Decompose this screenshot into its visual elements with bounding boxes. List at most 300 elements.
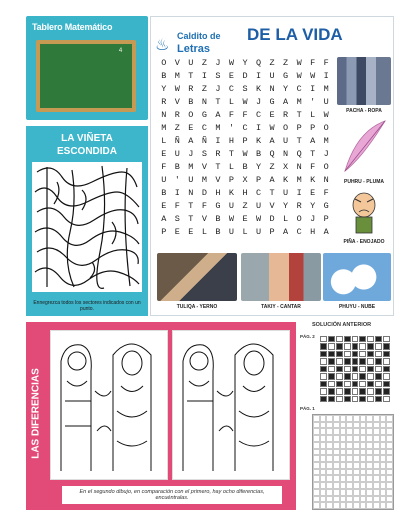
mini-grid-cell (340, 502, 347, 509)
word-search-letter[interactable]: F (310, 162, 316, 172)
mini-grid-cell (353, 502, 360, 509)
mini-grid-cell (340, 442, 347, 449)
word-search-letter[interactable]: O (188, 110, 194, 120)
word-search-letter[interactable]: L (201, 227, 207, 237)
word-search-letter[interactable]: N (323, 175, 329, 185)
crossword-cell (344, 396, 351, 402)
word-search-letter[interactable]: G (201, 110, 207, 120)
mini-grid-cell (333, 455, 340, 462)
crossword-cell (336, 396, 343, 402)
word-search-letter[interactable]: W (228, 58, 234, 68)
word-search-letter[interactable]: D (269, 214, 275, 224)
word-search-letter[interactable]: N (296, 162, 302, 172)
chalkboard-cell (86, 44, 109, 60)
word-search-letter[interactable]: P (242, 136, 248, 146)
word-search-letter[interactable]: W (242, 97, 248, 107)
word-search-letter[interactable]: E (161, 201, 167, 211)
word-search-letter[interactable]: Y (310, 201, 316, 211)
word-search-grid[interactable] (157, 57, 333, 265)
word-search-letter[interactable]: T (296, 110, 302, 120)
crossword-cell (328, 396, 335, 402)
word-search-letter[interactable]: N (283, 149, 289, 159)
word-search-letter[interactable]: V (201, 214, 207, 224)
word-search-letter[interactable]: L (310, 110, 316, 120)
word-search-letter[interactable]: M (161, 123, 167, 133)
word-search-letter[interactable]: U (174, 149, 180, 159)
mini-grid-cell (320, 435, 327, 442)
word-search-letter[interactable]: W (296, 71, 302, 81)
word-search-letter[interactable]: T (188, 201, 194, 211)
word-search-letter[interactable]: Y (283, 84, 289, 94)
clouds-photo (323, 253, 391, 301)
word-search-letter[interactable]: Y (255, 162, 262, 172)
word-search-letter[interactable]: T (228, 149, 234, 159)
mini-grid-cell (313, 469, 320, 476)
word-search-letter[interactable]: ' (228, 123, 234, 133)
word-search-letter[interactable]: A (283, 97, 289, 107)
word-search-letter[interactable]: Q (296, 149, 302, 159)
word-search-letter[interactable]: L (161, 136, 167, 146)
word-search-letter[interactable]: L (283, 214, 289, 224)
word-search-letter[interactable]: I (201, 71, 207, 81)
mini-grid-cell (346, 422, 353, 429)
crossword-cell (383, 336, 390, 342)
word-search-letter[interactable]: M (174, 71, 180, 81)
mini-grid-cell (346, 482, 353, 489)
crossword-cell (328, 351, 335, 357)
word-search-letter[interactable]: Z (174, 123, 180, 133)
mini-grid-cell (320, 496, 327, 503)
word-search-letter[interactable]: K (310, 175, 316, 185)
word-search-letter[interactable]: E (269, 110, 275, 120)
word-search-letter[interactable]: B (161, 71, 167, 81)
mini-grid-cell (380, 462, 387, 469)
word-search-letter[interactable]: P (323, 214, 329, 224)
mini-grid-cell (373, 435, 380, 442)
crossword-cell (383, 366, 390, 372)
mini-grid-cell (346, 496, 353, 503)
word-search-letter[interactable]: C (255, 110, 262, 120)
mini-grid-cell (333, 428, 340, 435)
word-search-letter[interactable]: A (323, 227, 329, 237)
word-search-letter[interactable]: ' (174, 175, 180, 185)
word-search-letter[interactable]: E (242, 214, 248, 224)
word-search-letter[interactable]: J (215, 84, 221, 94)
word-search-letter[interactable]: ' (310, 97, 316, 107)
word-search-letter[interactable]: B (255, 149, 262, 159)
word-search-letter[interactable]: T (310, 149, 316, 159)
vineta-caption: Ennegrezca todos los sectores indicados con un punto. (33, 300, 141, 312)
mini-grid-cell (326, 496, 333, 503)
word-search-letter[interactable]: Z (242, 201, 248, 211)
word-search-letter[interactable]: U (228, 227, 234, 237)
crossword-cell (344, 343, 351, 349)
mini-grid-cell (313, 442, 320, 449)
word-search-letter[interactable]: R (174, 110, 180, 120)
word-search-letter[interactable]: N (161, 110, 167, 120)
word-search-letter[interactable]: A (269, 136, 275, 146)
crossword-cell (352, 373, 359, 379)
word-search-letter[interactable]: B (161, 188, 167, 198)
word-search-letter[interactable]: W (242, 149, 248, 159)
word-search-letter[interactable]: I (255, 123, 262, 133)
word-search-letter[interactable]: G (269, 97, 275, 107)
word-search-letter[interactable]: V (174, 58, 180, 68)
word-search-letter[interactable]: C (296, 227, 302, 237)
word-search-letter[interactable]: K (228, 188, 234, 198)
pag-1-label: PÁG. 1 (300, 406, 315, 411)
word-search-letter[interactable]: R (215, 149, 221, 159)
mini-grid-cell (313, 435, 320, 442)
mini-grid-cell (360, 449, 367, 456)
mini-grid-cell (313, 415, 320, 422)
word-search-letter[interactable]: M (296, 97, 302, 107)
word-search-letter[interactable]: C (255, 188, 262, 198)
word-search-letter[interactable]: F (323, 188, 329, 198)
word-search-letter[interactable]: S (174, 214, 180, 224)
crossword-cell (375, 366, 382, 372)
word-search-letter[interactable]: J (188, 149, 194, 159)
word-search-letter[interactable]: J (255, 97, 262, 107)
word-search-letter[interactable]: A (283, 227, 289, 237)
word-search-letter[interactable]: U (161, 175, 167, 185)
word-search-letter[interactable]: W (228, 214, 234, 224)
mini-grid-cell (333, 475, 340, 482)
word-search-letter[interactable]: B (215, 214, 221, 224)
word-search-letter[interactable]: B (174, 162, 180, 172)
word-search-letter[interactable]: P (310, 123, 316, 133)
word-search-letter[interactable]: U (255, 201, 262, 211)
word-search-letter[interactable]: M (323, 136, 329, 146)
word-search-letter[interactable]: R (296, 201, 302, 211)
mini-grid-cell (380, 442, 387, 449)
word-search-letter[interactable]: E (188, 123, 194, 133)
mini-grid-cell (380, 469, 387, 476)
mini-grid-cell (340, 475, 347, 482)
mini-grid-cell (326, 489, 333, 496)
word-search-letter[interactable]: C (228, 84, 234, 94)
mini-grid-cell (386, 422, 393, 429)
word-search-letter[interactable]: F (161, 162, 167, 172)
mini-grid-cell (346, 435, 353, 442)
clue-label-puhru: PUHRU - PLUMA (344, 179, 384, 185)
mini-grid-cell (386, 449, 393, 456)
word-search-letter[interactable]: Q (255, 58, 262, 68)
mini-grid-cell (360, 428, 367, 435)
word-search-letter[interactable]: V (269, 201, 275, 211)
word-search-letter[interactable]: H (228, 136, 234, 146)
word-search-letter[interactable]: P (228, 175, 234, 185)
word-search-letter[interactable]: T (188, 71, 194, 81)
crossword-cell (359, 351, 366, 357)
crossword-cell (320, 358, 327, 364)
word-search-letter[interactable]: U (188, 58, 194, 68)
crossword-cell (328, 381, 335, 387)
word-search-letter[interactable]: Z (201, 58, 207, 68)
word-search-letter[interactable]: Q (269, 149, 275, 159)
word-search-letter[interactable]: F (228, 110, 234, 120)
mini-grid-cell (326, 455, 333, 462)
word-search-letter[interactable]: Z (269, 162, 275, 172)
mini-grid-cell (360, 482, 367, 489)
mini-grid-cell (360, 496, 367, 503)
word-search-letter[interactable]: D (201, 188, 207, 198)
crossword-cell (367, 396, 374, 402)
mini-grid-cell (373, 489, 380, 496)
word-search-letter[interactable]: G (215, 201, 221, 211)
chalkboard-cell (86, 92, 109, 108)
mini-grid-cell (313, 455, 320, 462)
word-search-letter[interactable]: M (296, 175, 302, 185)
word-search-letter[interactable]: A (269, 175, 275, 185)
word-search-letter[interactable]: O (323, 123, 329, 133)
mini-grid-cell (320, 469, 327, 476)
word-search-letter[interactable]: L (228, 162, 234, 172)
mini-grid-cell (333, 469, 340, 476)
difference-picture-2[interactable] (172, 330, 290, 480)
hidden-picture-maze[interactable] (32, 162, 142, 292)
word-search-letter[interactable]: R (188, 84, 194, 94)
word-search-letter[interactable]: E (161, 149, 167, 159)
mini-grid-cell (386, 442, 393, 449)
chalkboard (40, 44, 132, 108)
word-search-letter[interactable]: Z (269, 58, 275, 68)
word-search-letter[interactable]: T (215, 162, 221, 172)
crossword-cell (367, 381, 374, 387)
solucion-anterior-panel (300, 322, 396, 512)
word-search-letter[interactable]: W (269, 123, 275, 133)
word-search-letter[interactable]: J (215, 58, 221, 68)
word-search-letter[interactable]: Y (161, 84, 167, 94)
word-search-letter[interactable]: U (283, 136, 289, 146)
word-search-letter[interactable]: L (228, 97, 234, 107)
crossword-cell (320, 336, 327, 342)
word-search-letter[interactable]: G (323, 201, 329, 211)
word-search-letter[interactable]: E (188, 227, 194, 237)
word-search-letter[interactable]: B (215, 227, 221, 237)
word-search-letter[interactable]: V (174, 97, 180, 107)
word-search-letter[interactable]: C (296, 84, 302, 94)
crossword-cell (352, 381, 359, 387)
crossword-cell (359, 358, 366, 364)
word-search-letter[interactable]: F (174, 201, 180, 211)
word-search-letter[interactable]: C (201, 123, 207, 133)
word-search-letter[interactable]: H (242, 188, 248, 198)
word-search-letter[interactable]: J (310, 214, 316, 224)
word-search-letter[interactable]: R (161, 97, 167, 107)
word-search-letter[interactable]: Ñ (201, 136, 207, 146)
mini-grid-cell (346, 449, 353, 456)
word-search-letter[interactable]: H (215, 188, 221, 198)
mini-grid-cell (326, 462, 333, 469)
word-search-letter[interactable]: A (310, 136, 316, 146)
word-search-letter[interactable]: C (242, 123, 248, 133)
word-search-letter[interactable]: H (310, 227, 316, 237)
word-search-letter[interactable]: A (215, 110, 221, 120)
word-search-letter[interactable]: O (283, 123, 289, 133)
word-search-letter[interactable]: T (188, 214, 194, 224)
crossword-cell (344, 388, 351, 394)
word-search-letter[interactable]: K (283, 175, 289, 185)
mini-grid-cell (320, 455, 327, 462)
word-search-letter[interactable]: A (188, 136, 194, 146)
crossword-cell (320, 388, 327, 394)
word-search-letter[interactable]: P (255, 175, 262, 185)
crossword-cell (375, 336, 382, 342)
mini-grid-cell (360, 489, 367, 496)
mini-grid-cell (380, 502, 387, 509)
crossword-cell (375, 381, 382, 387)
mini-grid-cell (346, 455, 353, 462)
word-search-letter[interactable]: K (255, 136, 262, 146)
chalkboard-cell (63, 60, 86, 76)
chalkboard-cell: 4 (118, 47, 123, 54)
word-search-letter[interactable]: F (323, 58, 329, 68)
word-search-letter[interactable]: A (161, 214, 167, 224)
word-search-letter[interactable]: M (188, 162, 194, 172)
word-search-letter[interactable]: Z (201, 84, 207, 94)
word-search-letter[interactable]: I (174, 188, 180, 198)
mini-grid-cell (346, 502, 353, 509)
clue-label-tuliqa: TULIQA - YERNO (176, 304, 218, 310)
mini-grid-cell (366, 415, 373, 422)
crossword-cell (328, 336, 335, 342)
crossword-cell (352, 388, 359, 394)
mini-grid-cell (313, 462, 320, 469)
word-search-letter[interactable]: I (255, 71, 262, 81)
word-search-letter[interactable]: T (269, 188, 275, 198)
solucion-label: SOLUCIÓN ANTERIOR (312, 322, 372, 328)
word-search-letter[interactable]: U (188, 175, 194, 185)
word-search-letter[interactable]: E (228, 71, 234, 81)
clue-label-phuyu: PHUYU - NUBE (338, 304, 376, 310)
word-search-letter[interactable]: Y (283, 201, 289, 211)
crossword-cell (336, 381, 343, 387)
word-search-letter[interactable]: P (296, 123, 302, 133)
word-search-letter[interactable]: I (323, 71, 329, 81)
word-search-letter[interactable]: U (283, 188, 289, 198)
clue-label-pacha: PACHA - ROPA (346, 108, 382, 114)
word-search-letter[interactable]: B (242, 162, 248, 172)
word-search-letter[interactable]: I (215, 136, 221, 146)
word-search-letter[interactable]: V (215, 175, 221, 185)
word-search-letter[interactable]: V (201, 162, 207, 172)
word-search-letter[interactable]: M (323, 84, 329, 94)
word-search-letter[interactable]: F (201, 201, 207, 211)
crossword-cell (375, 358, 382, 364)
word-search-letter[interactable]: D (242, 71, 248, 81)
diferencias-title: LAS DIFERENCIAS (30, 368, 42, 459)
word-search-letter[interactable]: T (215, 97, 221, 107)
mini-grid-cell (346, 462, 353, 469)
crossword-cell (320, 396, 327, 402)
word-search-letter[interactable]: X (283, 162, 289, 172)
mini-grid-cell (326, 482, 333, 489)
word-search-letter[interactable]: I (310, 84, 316, 94)
mini-grid-cell (346, 469, 353, 476)
word-search-letter[interactable]: L (242, 227, 248, 237)
word-search-letter[interactable]: B (188, 97, 194, 107)
word-search-letter[interactable]: U (269, 71, 275, 81)
mini-grid-cell (386, 435, 393, 442)
mini-grid-cell (313, 422, 320, 429)
word-search-letter[interactable]: F (310, 58, 316, 68)
mini-grid-cell (380, 435, 387, 442)
mini-grid-cell (380, 496, 387, 503)
word-search-letter[interactable]: N (269, 84, 275, 94)
word-search-letter[interactable]: P (161, 227, 167, 237)
word-search-letter[interactable]: E (174, 227, 180, 237)
word-search-letter[interactable]: F (242, 110, 248, 120)
mini-grid-cell (386, 496, 393, 503)
crossword-cell (352, 358, 359, 364)
clothes-rack-image (337, 57, 391, 105)
mini-grid-cell (320, 489, 327, 496)
mini-grid-cell (366, 482, 373, 489)
mini-grid-cell (340, 469, 347, 476)
word-search-letter[interactable]: X (242, 175, 248, 185)
word-search-letter[interactable]: N (188, 188, 194, 198)
word-search-letter[interactable]: G (283, 71, 289, 81)
mini-grid-cell (360, 475, 367, 482)
word-search-letter[interactable]: M (201, 175, 207, 185)
word-search-letter[interactable]: P (269, 227, 275, 237)
word-search-letter[interactable]: S (242, 84, 248, 94)
mini-grid-cell (333, 502, 340, 509)
word-search-letter[interactable]: K (255, 84, 262, 94)
mini-grid-cell (353, 442, 360, 449)
crossword-cell (375, 373, 382, 379)
word-search-letter[interactable]: R (283, 110, 289, 120)
word-search-letter[interactable]: U (255, 227, 262, 237)
feather-image (337, 117, 391, 177)
word-search-letter[interactable]: W (174, 84, 180, 94)
word-search-letter[interactable]: W (296, 58, 302, 68)
crossword-cell (344, 366, 351, 372)
chalkboard-cell (40, 92, 63, 108)
word-search-letter[interactable]: O (161, 58, 167, 68)
word-search-letter[interactable]: T (296, 136, 302, 146)
word-search-letter[interactable]: O (296, 214, 302, 224)
word-search-letter[interactable]: W (323, 110, 329, 120)
las-diferencias-panel (26, 322, 296, 510)
difference-picture-1[interactable] (50, 330, 168, 480)
word-search-letter[interactable]: M (215, 123, 221, 133)
crossword-cell (383, 396, 390, 402)
word-search-letter[interactable]: J (323, 149, 329, 159)
word-search-letter[interactable]: S (215, 71, 221, 81)
word-search-letter[interactable]: O (323, 162, 329, 172)
word-search-letter[interactable]: U (228, 201, 234, 211)
mini-grid-cell (380, 455, 387, 462)
word-search-letter[interactable]: I (296, 188, 302, 198)
word-search-letter[interactable]: W (255, 214, 262, 224)
chalkboard-cell (86, 60, 109, 76)
word-search-letter[interactable]: Z (283, 58, 289, 68)
word-search-letter[interactable]: Ñ (174, 136, 180, 146)
mini-grid-cell (320, 482, 327, 489)
mini-grid-cell (360, 469, 367, 476)
word-search-letter[interactable]: E (310, 188, 316, 198)
word-search-letter[interactable]: W (310, 71, 316, 81)
word-search-letter[interactable]: Y (242, 58, 248, 68)
word-search-letter[interactable]: N (201, 97, 207, 107)
word-search-letter[interactable]: S (201, 149, 207, 159)
word-search-letter[interactable]: U (323, 97, 329, 107)
crossword-cell (344, 381, 351, 387)
mini-grid-cell (313, 496, 320, 503)
mini-grid-cell (360, 435, 367, 442)
